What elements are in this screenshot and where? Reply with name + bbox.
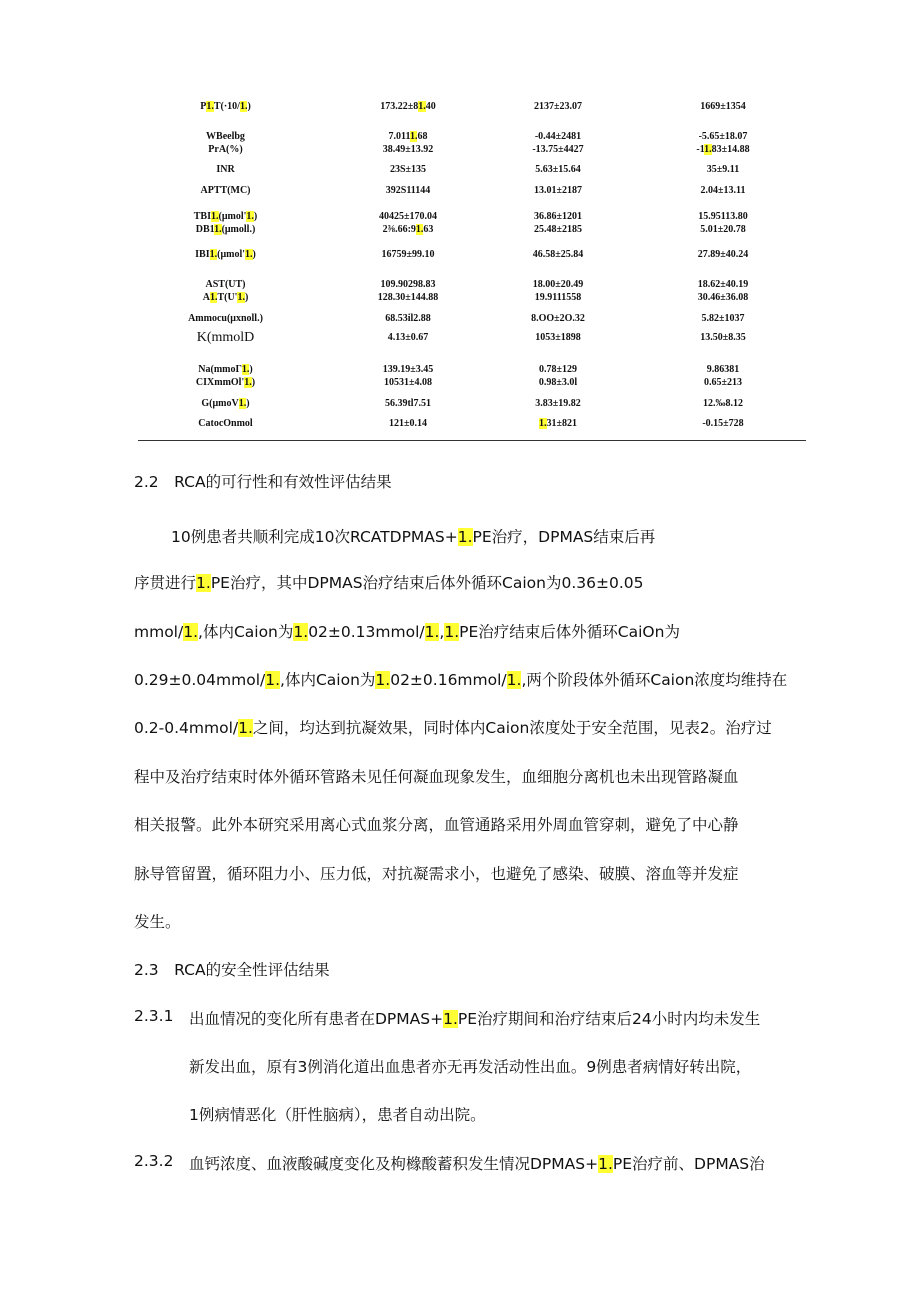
table-cell-value: 18.00±20.49 [532,279,584,290]
table-cell-label: INR [216,164,235,175]
table-cell-label: Na(mmoΓ1.) [198,364,253,375]
table-cell-value: 9.86381 [706,364,740,375]
para-2-2-line-9: 发生。 [134,913,181,931]
table-cell-value: 5.82±1037 [701,313,745,324]
table-cell-value: 36.86±1201 [534,211,582,222]
table-cell-value: 0.98±3.0l [538,377,578,388]
table-cell-label: CatocOnmol [198,418,253,429]
table-cell-value: 18.62±40.19 [697,279,749,290]
table-cell-label: WBeelbg [206,131,245,142]
para-2-2-line-8: 脉导管留置，循环阻力小、压力低，对抗凝需求小，也避免了感染、破膜、溶血等并发症 [134,865,739,883]
table-cell-value: -11.83±14.88 [696,144,750,155]
subsection-2-3-2-line-1: 血钙浓度、血液酸碱度变化及枸橼酸蓄积发生情况DPMAS+1.PE治疗前、DPMAS治 [189,1155,765,1173]
table-cell-value: 109.90298.83 [380,279,436,290]
table-cell-label: Ammocu(μxnoll.) [188,313,263,324]
table-cell-value: 13.01±2187 [534,185,582,196]
para-2-2-line-4: 0.29±0.04mmol/1.,体内Caion为1.02±0.16mmol/1.,两个阶段体外循环Caion浓度均维持在 [134,671,788,689]
table-cell-label: G(μmoV1.) [201,398,250,409]
table-cell-value: -13.75±4427 [532,144,584,155]
table-row [138,312,806,326]
table-row [138,130,806,144]
table-cell-value: 16759±99.10 [381,249,435,260]
subsection-2-3-1-line-3: 1例病情恶化（肝性脑病），患者自动出院。 [189,1106,486,1124]
para-2-2-line-3: mmol/1.,体内Caion为1.02±0.13mmol/1.,1.PE治疗结束后体外循环CaiOn为 [134,623,680,641]
table-cell-value: 19.9111558 [534,292,582,303]
table-cell-value: 8.OO±2O.32 [531,313,585,324]
table-cell-value: 2⅜.66:91.63 [382,224,434,235]
table-cell-value: 13.50±8.35 [700,332,746,343]
table-cell-value: 30.46±36.08 [697,292,749,303]
table-cell-value: -0.44±2481 [534,131,582,142]
table-row [138,163,806,177]
table-cell-value: 121±0.14 [389,418,427,429]
table-cell-label: A1.T(U'1.) [202,292,249,303]
table-cell-value: 27.89±40.24 [697,249,749,260]
table-row [138,397,806,411]
table-cell-value: 38.49±13.92 [382,144,434,155]
table-cell-value: 1669±1354 [700,101,746,112]
table-row [138,100,806,114]
table-cell-value: 128.30±144.88 [377,292,439,303]
table-cell-value: 25.48±2185 [534,224,582,235]
table-cell-value: 23S±135 [389,164,427,175]
table-cell-value: 1.31±821 [539,418,577,429]
table-cell-value: 3.83±19.82 [535,398,581,409]
table-cell-value: 5.01±20.78 [700,224,746,235]
table-cell-label: CIXmmOl'1.) [195,377,256,388]
table-cell-value: 7.0111.68 [388,131,428,142]
section-2-2-heading: 2.2 RCA的可行性和有效性评估结果 [134,473,392,491]
para-2-2-line-1: 10例患者共顺利完成10次RCATDPMAS+1.PE治疗，DPMAS结束后再 [171,528,656,546]
table-cell-value: 2137±23.07 [534,101,582,112]
para-2-2-line-7: 相关报警。此外本研究采用离心式血浆分离，血管通路采用外周血管穿刺，避免了中心静 [134,816,739,834]
table-cell-value: 0.65±213 [704,377,742,388]
table-row [138,184,806,198]
para-2-2-line-6: 程中及治疗结束时体外循环管路未见任何凝血现象发生，血细胞分离机也未出现管路凝血 [134,768,739,786]
table-row [138,331,806,345]
table-row [138,376,806,390]
section-2-3-heading: 2.3 RCA的安全性评估结果 [134,961,330,979]
table-cell-value: 40425±170.04 [379,211,437,222]
table-cell-value: 15.95113.80 [698,211,748,222]
table-cell-value: 4.13±0.67 [387,332,429,343]
table-row [138,248,806,262]
table-cell-value: 5.63±15.64 [535,164,581,175]
table-row [138,363,806,377]
table-cell-label: AST(UT) [205,279,246,290]
table-row [138,210,806,224]
table-cell-value: 139.19±3.45 [382,364,434,375]
table-row [138,417,806,431]
subsection-2-3-1-line-1: 出血情况的变化所有患者在DPMAS+1.PE治疗期间和治疗结束后24小时内均未发生 [189,1010,761,1028]
table-cell-value: -5.65±18.07 [698,131,748,142]
table-cell-value: 392S11144 [385,185,431,196]
table-cell-value: 1053±1898 [535,332,581,343]
lab-values-table [138,95,806,440]
table-row [138,143,806,157]
table-row [138,223,806,237]
para-2-2-line-5: 0.2-0.4mmol/1.之间，均达到抗凝效果，同时体内Caion浓度处于安全范围，见表2。治疗过 [134,719,772,737]
table-bottom-rule [138,440,806,441]
table-cell-value: 68.53il2.88 [385,313,431,324]
table-cell-label: APTT(MC) [200,185,251,196]
table-cell-value: 2.04±13.11 [700,185,746,196]
subsection-2-3-2-number: 2.3.2 [134,1152,174,1170]
table-cell-value: 12.‰8.12 [703,398,743,409]
table-cell-label: IBI1.(μmol'1.) [195,249,256,260]
subsection-2-3-1-number: 2.3.1 [134,1007,174,1025]
table-cell-value: 46.58±25.84 [532,249,584,260]
table-cell-label: K(mmolD [196,330,255,345]
table-cell-value: 0.78±129 [539,364,577,375]
table-cell-value: 35±9.11 [706,164,740,175]
table-cell-label: PrA(%) [208,144,243,155]
table-cell-value: -0.15±728 [702,418,744,429]
table-cell-value: 56.39tl7.51 [384,398,432,409]
table-row [138,291,806,305]
table-cell-label: DB11.(μmoll.) [195,224,256,235]
table-cell-label: TBI1.(μmol'1.) [193,211,258,222]
subsection-2-3-1-line-2: 新发出血，原有3例消化道出血患者亦无再发活动性出血。9例患者病情好转出院， [189,1058,752,1076]
table-cell-value: 10531±4.08 [384,377,432,388]
table-cell-label: P1.T(·10/1.) [200,101,251,112]
table-cell-value: 173.22±81.40 [380,101,436,112]
para-2-2-line-2: 序贯进行1.PE治疗，其中DPMAS治疗结束后体外循环Caion为0.36±0.05 [134,574,644,592]
table-row [138,278,806,292]
